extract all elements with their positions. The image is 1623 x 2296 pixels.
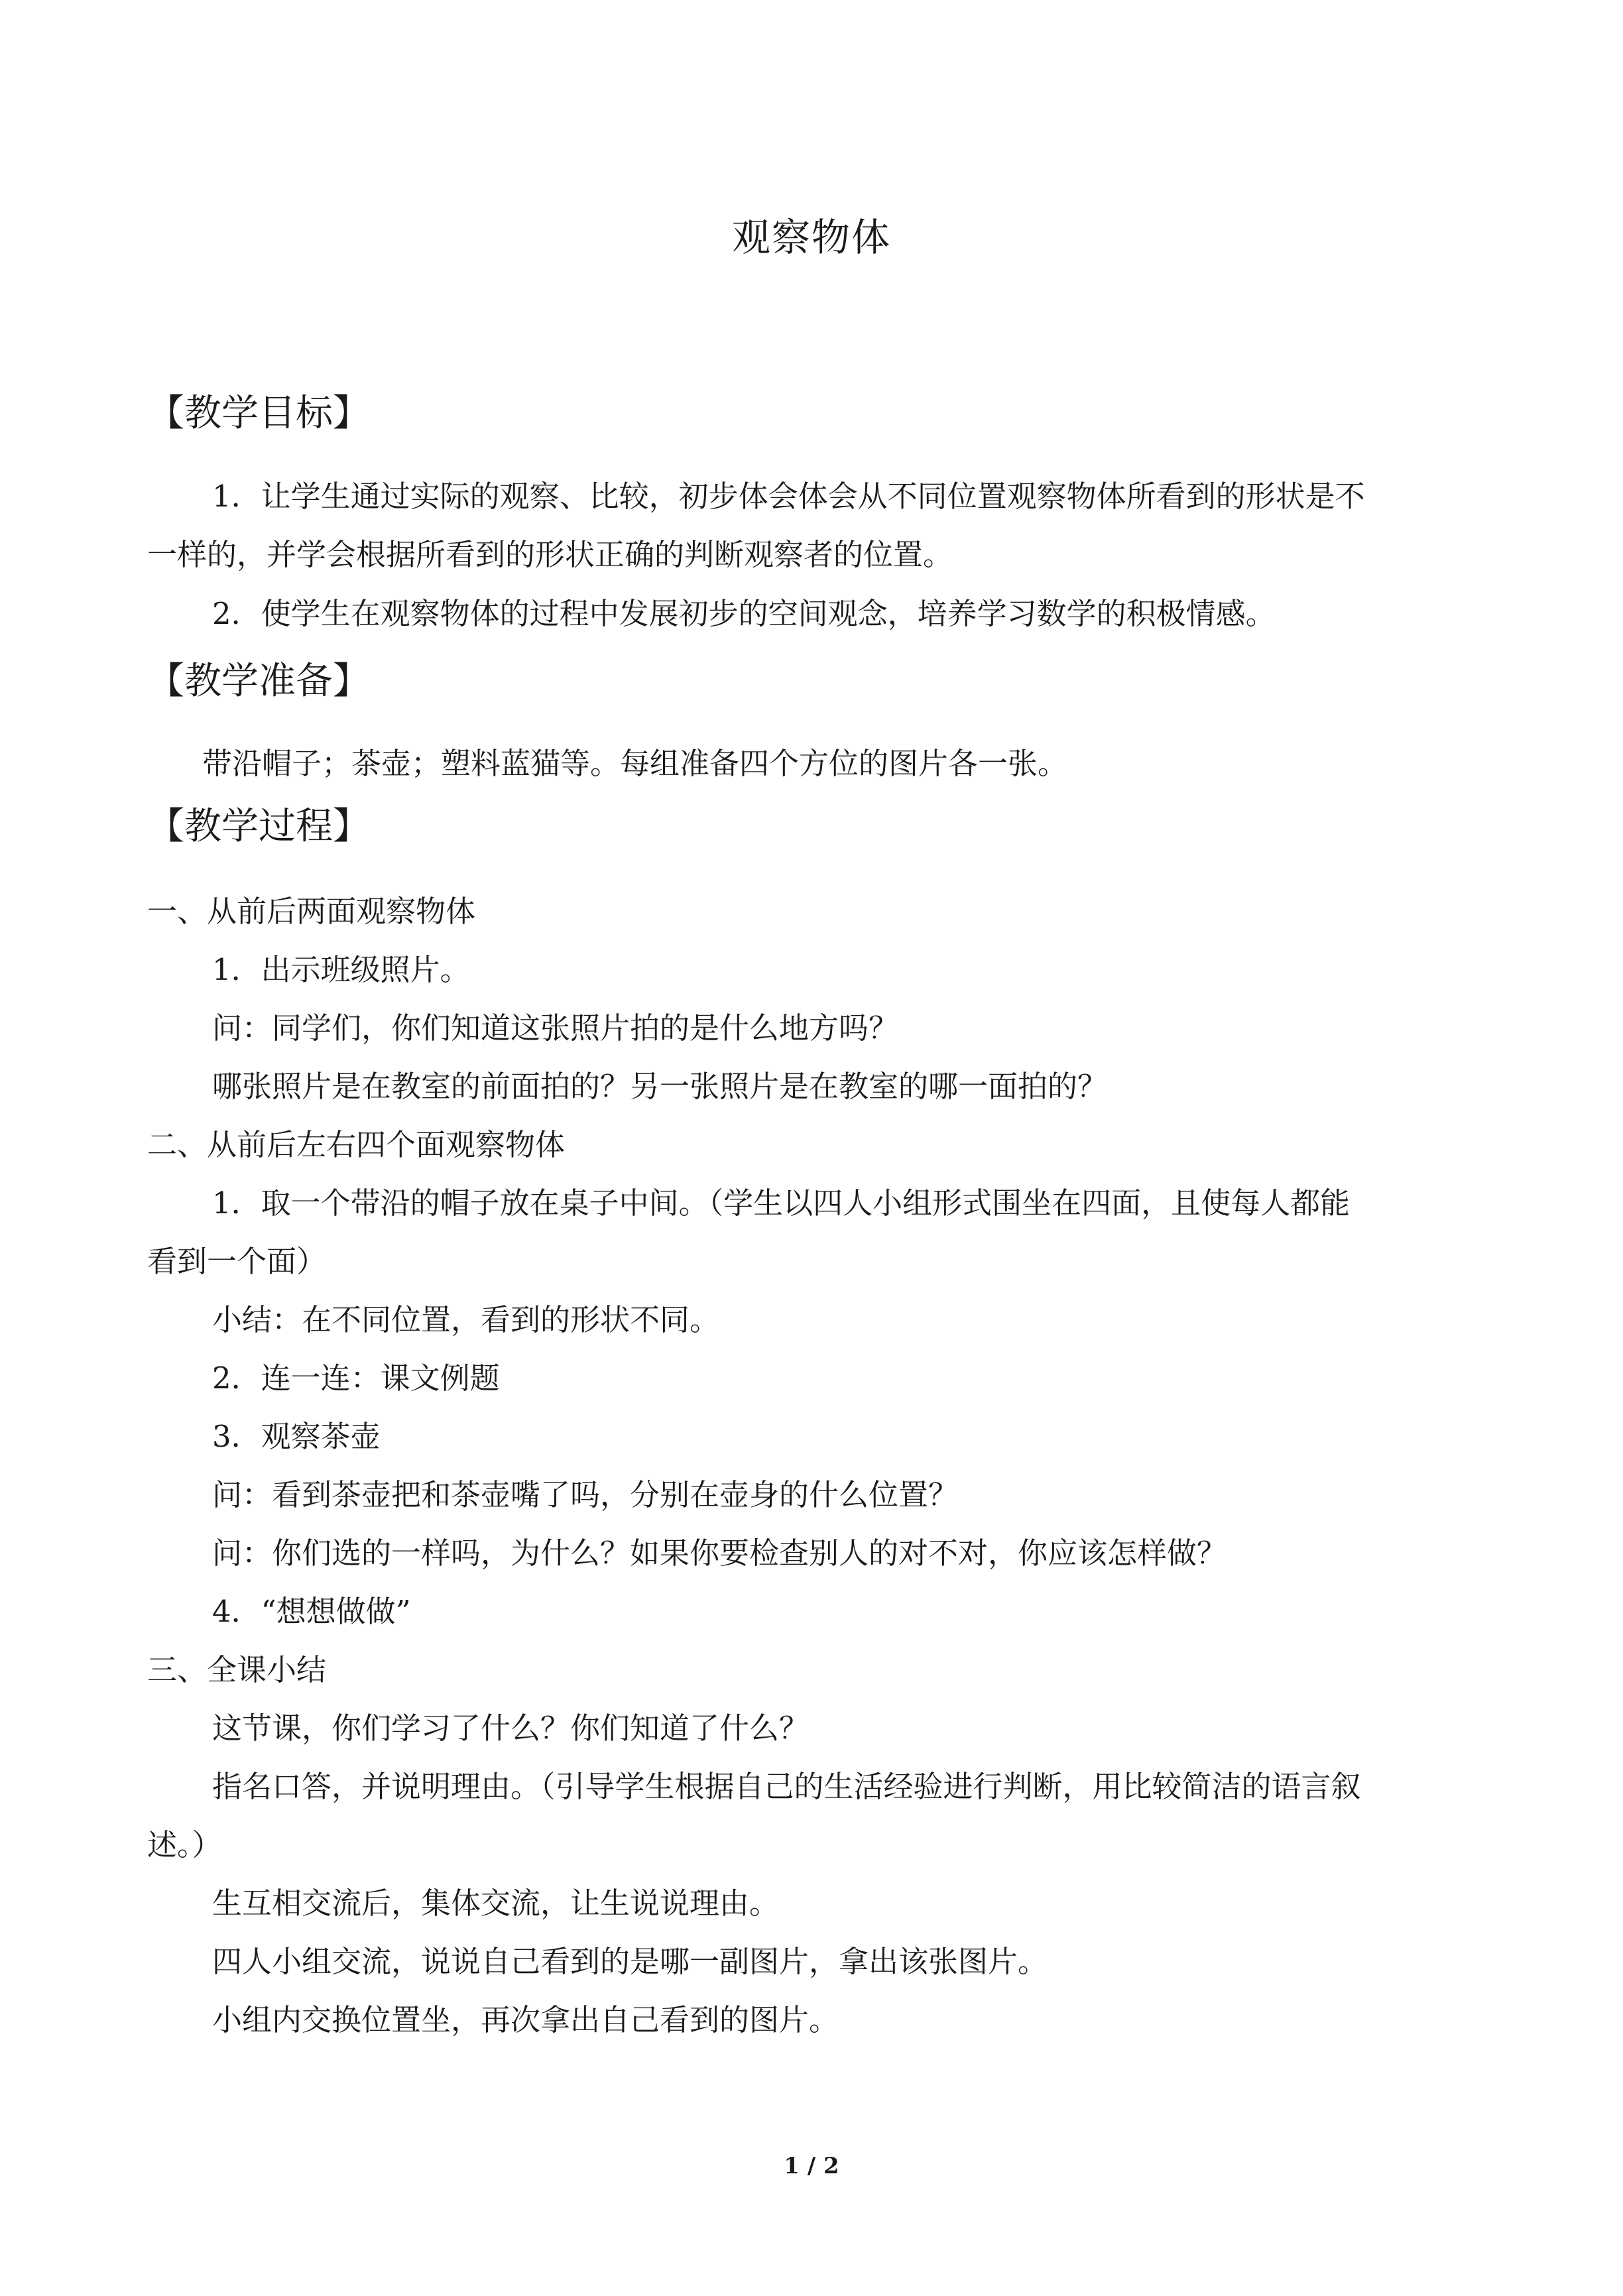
process-line: 这节课，你们学习了什么？你们知道了什么？: [212, 1711, 810, 1746]
process-line: 问：看到茶壶把和茶壶嘴了吗，分别在壶身的什么位置？: [212, 1477, 959, 1512]
process-line: 生互相交流后，集体交流，让生说说理由。: [212, 1886, 780, 1921]
process-line: 看到一个面）: [147, 1244, 327, 1279]
process-line: 3．观察茶壶: [212, 1419, 381, 1454]
objectives-line: 1．让学生通过实际的观察、比较，初步体会体会从不同位置观察物体所看到的形状是不: [212, 479, 1365, 514]
process-heading: 【教学过程】: [147, 805, 370, 848]
preparation-line: 带沿帽子；茶壶；塑料蓝猫等。每组准备四个方位的图片各一张。: [202, 746, 1068, 781]
process-line: 小结：在不同位置，看到的形状不同。: [212, 1302, 720, 1337]
process-section-title: 三、全课小结: [147, 1652, 327, 1687]
process-line: 四人小组交流，说说自己看到的是哪一副图片，拿出该张图片。: [212, 1944, 1048, 1979]
document-title: 观察物体: [731, 215, 891, 260]
preparation-heading: 【教学准备】: [147, 660, 370, 703]
process-line: 小组内交换位置坐，再次拿出自己看到的图片。: [212, 2002, 839, 2037]
process-line: 1．取一个带沿的帽子放在桌子中间。（学生以四人小组形式围坐在四面，且使每人都能: [212, 1185, 1351, 1221]
process-line: 2．连一连：课文例题: [212, 1360, 500, 1396]
page-number: 1 / 2: [784, 2153, 839, 2179]
process-line: 问：你们选的一样吗，为什么？如果你要检查别人的对不对，你应该怎样做？: [212, 1536, 1227, 1571]
objectives-line: 2．使学生在观察物体的过程中发展初步的空间观念，培养学习数学的积极情感。: [212, 596, 1276, 631]
process-line: 哪张照片是在教室的前面拍的？另一张照片是在教室的哪一面拍的？: [212, 1069, 1108, 1104]
objectives-line: 一样的，并学会根据所看到的形状正确的判断观察者的位置。: [147, 537, 953, 572]
process-section-title: 一、从前后两面观察物体: [147, 894, 476, 929]
process-line: 1．出示班级照片。: [212, 952, 470, 987]
process-line: 述。）: [147, 1827, 222, 1862]
process-line: 4．“想想做做”: [212, 1594, 411, 1629]
process-line: 指名口答，并说明理由。（引导学生根据自己的生活经验进行判断，用比较简洁的语言叙: [212, 1769, 1361, 1804]
process-section-title: 二、从前后左右四个面观察物体: [147, 1127, 566, 1162]
objectives-heading: 【教学目标】: [147, 392, 370, 435]
process-line: 问：同学们，你们知道这张照片拍的是什么地方吗？: [212, 1010, 899, 1046]
